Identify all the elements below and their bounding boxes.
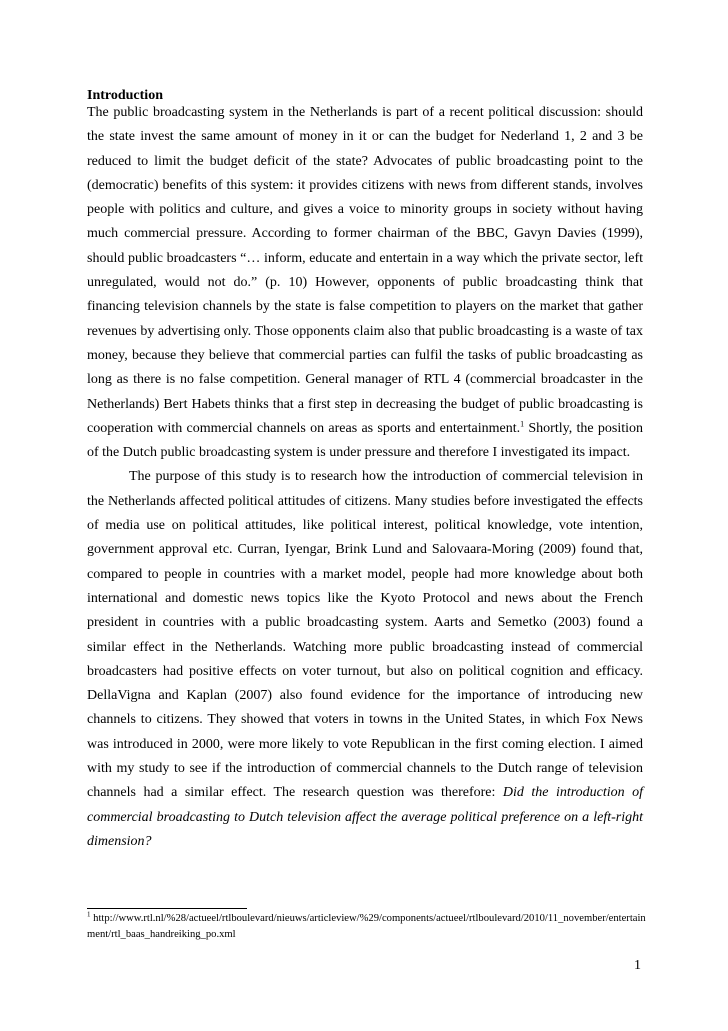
paragraph-2 — [87, 465, 643, 854]
page-number: 1 — [634, 958, 641, 973]
paragraph-1 — [87, 101, 643, 465]
footnote — [87, 911, 647, 943]
paragraph-2-text: The purpose of this study is to research how the introduction of commercial television in the Netherlands affected political attitudes of citizens. Many studies before investigated the effects of media use on political attitudes, like political interest, political knowledge, vote intention, government approval etc. Curran, Iyengar, Brink Lund and Salovaara-Moring (2009) found that, compared to people in countries with a market model, people had more knowledge about both international and domestic news topics like the Kyoto Protocol and news about the French president in countries with a public broadcasting system. Aarts and Semetko (2003) found a similar effect in the Netherlands. Watching more public broadcasting instead of commercial broadcasters had positive effects on voter turnout, but also on political cognition and efficacy. DellaVigna and Kaplan (2007) also found evidence for the importance of introducing new channels to citizens. They showed that voters in towns in the United States, in which Fox News was introduced in 2000, were more likely to vote Republican in the first coming election. I aimed with my study to see if the introduction of commercial channels to the Dutch range of television channels had a similar effect. The research question was therefore: — [87, 469, 643, 801]
body-text — [87, 101, 643, 854]
footnote-separator — [87, 908, 247, 909]
section-heading: Introduction — [87, 88, 163, 103]
footnote-url: http://www.rtl.nl/%28/actueel/rtlboulevard/nieuws/articleview/%29/components/actueel/rtlboulevard/2010/11_november/entertainment/rtl_baas_handreiking_po.xml — [87, 913, 646, 940]
footnote-reference: 1 — [520, 419, 525, 429]
research-question: Did the introduction of commercial broadcasting to Dutch television affect the average political preference on a left-right dimension? — [87, 785, 644, 849]
paragraph-1-text: The public broadcasting system in the Netherlands is part of a recent political discussion: should the state invest the same amount of money in it or can the budget for Nederland 1, 2 and 3 be reduced to limit the budget deficit of the state? Advocates of public broadcasting point to the (democratic) benefits of this system: it provides citizens with news from different stands, involves people with politics and culture, and gives a voice to minority groups in society without having much commercial pressure. According to former chairman of the BBC, Gavyn Davies (1999), should public broadcasters “… inform, educate and entertain in a way which the private sector, left unregulated, would not do.” (p. 10) However, opponents of public broadcasting think that financing television channels by the state is false competition to players on the market that gather revenues by advertising only. Those opponents claim also that public broadcasting is a waste of tax money, because they believe that commercial parties can fulfil the tasks of public broadcasting as long as there is no false competition. General manager of RTL 4 (commercial broadcaster in the Netherlands) Bert Habets thinks that a first step in decreasing the budget of public broadcasting is cooperation with commercial channels on areas as sports and entertainment. — [87, 105, 643, 436]
paragraph-1-text-end: Shortly, the position of the Dutch public broadcasting system is under pressure and therefore I investigated its impact. — [87, 420, 643, 461]
footnote-marker: 1 — [87, 910, 91, 919]
